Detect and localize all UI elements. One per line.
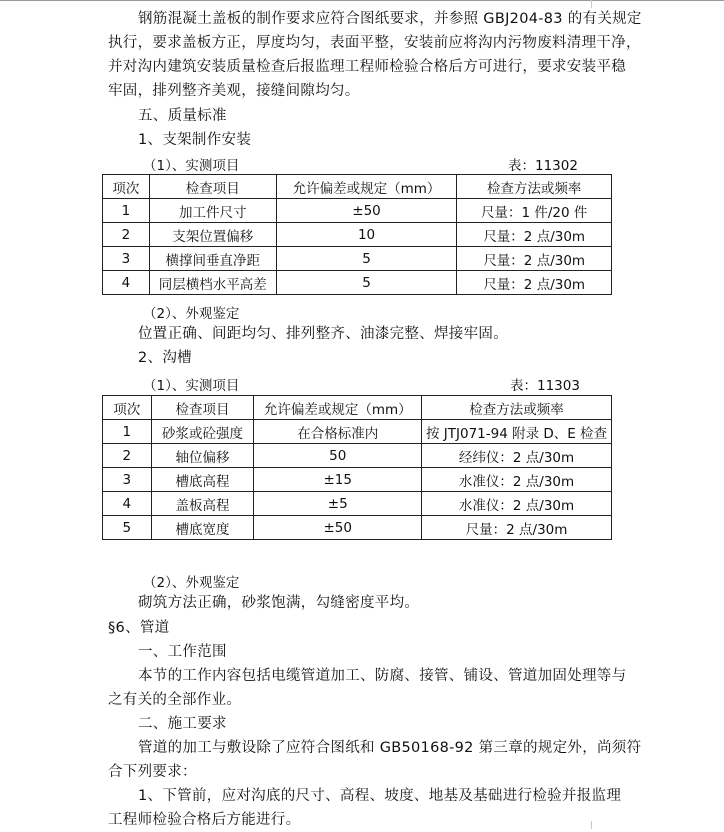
table-cell: 水准仪：2 点/30m [422, 468, 612, 492]
table-header: 检查项目 [149, 175, 276, 199]
table-row [103, 420, 612, 444]
table-cell: 在合格标准内 [254, 420, 422, 444]
item-1-line-2: 工程师检验合格后方能进行。 [108, 812, 301, 828]
table-cell: 1 [103, 420, 152, 444]
table-cell: 尺量：1 件/20 件 [457, 199, 612, 223]
table2-number: 表：11303 [510, 378, 580, 394]
table-header: 项次 [103, 396, 152, 420]
table-cell: 槽底高程 [151, 468, 254, 492]
appearance-text-2: 砌筑方法正确，砂浆饱满，勾缝密度平均。 [138, 595, 420, 611]
requirements-title: 二、施工要求 [138, 716, 227, 732]
table-cell: 10 [276, 223, 457, 247]
table-cell: ±50 [276, 199, 457, 223]
table-cell: 同层横档水平高差 [149, 271, 276, 295]
table-header: 项次 [103, 175, 150, 199]
table-cell: 4 [103, 271, 150, 295]
table-cell: 5 [276, 271, 457, 295]
table1-number: 表：11302 [508, 158, 578, 174]
table-cell: 支架位置偏移 [149, 223, 276, 247]
table-cell: 轴位偏移 [151, 444, 254, 468]
intro-line-2: 执行，要求盖板方正，厚度均匀，表面平整，安装前应将沟内污物废料清理干净， [108, 35, 641, 51]
table-cell: 水准仪：2 点/30m [422, 492, 612, 516]
table-header: 检查方法或频率 [422, 396, 612, 420]
margin-guide-bottom [591, 821, 592, 829]
section-5-title: 五、质量标准 [138, 108, 227, 124]
scope-title: 一、工作范围 [138, 644, 227, 660]
table-row [103, 492, 612, 516]
scope-line-2: 之有关的全部作业。 [108, 692, 242, 708]
table-cell: 3 [103, 468, 152, 492]
table-row [103, 444, 612, 468]
appearance-caption-2: （2）、外观鉴定 [143, 575, 240, 591]
table-cell: 3 [103, 247, 150, 271]
table-cell: 尺量：2 点/30m [457, 271, 612, 295]
table-row [103, 516, 612, 540]
table1-caption: （1）、实测项目 [143, 158, 240, 174]
intro-line-1: 钢筋混凝土盖板的制作要求应符合图纸要求，并参照 GBJ204-83 的有关规定 [138, 11, 642, 27]
item-1-line-1: 1、下管前，应对沟底的尺寸、高程、坡度、地基及基础进行检验并报监理 [138, 788, 622, 804]
table-cell: 横撑间垂直净距 [149, 247, 276, 271]
table-cell: ±5 [254, 492, 422, 516]
table-header: 检查项目 [151, 396, 254, 420]
table-cell: ±50 [254, 516, 422, 540]
scope-line-1: 本节的工作内容包括电缆管道加工、防腐、接管、铺设、管道加固处理等与 [138, 668, 627, 684]
table-trench [102, 395, 612, 540]
table-cell: 4 [103, 492, 152, 516]
table-cell: 砂浆或砼强度 [151, 420, 254, 444]
table-cell: 2 [103, 444, 152, 468]
table-header: 允许偏差或规定（mm） [276, 175, 457, 199]
page-top-rule [0, 0, 724, 1]
table-row [103, 247, 612, 271]
intro-line-3: 并对沟内建筑安装质量检查后报监理工程师检验合格后方可进行，要求安装平稳 [108, 59, 626, 75]
intro-line-4: 牢固，排列整齐美观，接缝间隙均匀。 [108, 83, 360, 99]
subsection-1-title: 1、支架制作安装 [138, 132, 252, 148]
table-row [103, 468, 612, 492]
table-cell: 加工件尺寸 [149, 199, 276, 223]
table-header: 允许偏差或规定（mm） [254, 396, 422, 420]
section-6-title: §6、管道 [108, 620, 170, 636]
table-cell: 尺量：2 点/30m [422, 516, 612, 540]
appearance-caption-1: （2）、外观鉴定 [143, 306, 240, 322]
table-cell: 盖板高程 [151, 492, 254, 516]
appearance-text-1: 位置正确、间距均匀、排列整齐、油漆完整、焊接牢固。 [138, 326, 508, 342]
table-row [103, 271, 612, 295]
table-row [103, 199, 612, 223]
table-cell: 按 JTJ071-94 附录 D、E 检查 [422, 420, 612, 444]
table-cell: 2 [103, 223, 150, 247]
table-header: 检查方法或频率 [457, 175, 612, 199]
table-cell: 尺量：2 点/30m [457, 247, 612, 271]
requirements-line-2: 合下列要求： [108, 764, 197, 780]
table-cell: 经纬仪：2 点/30m [422, 444, 612, 468]
table-cell: 5 [103, 516, 152, 540]
requirements-line-1: 管道的加工与敷设除了应符合图纸和 GB50168-92 第三章的规定外，尚须符 [138, 740, 642, 756]
table-cell: ±15 [254, 468, 422, 492]
table-cell: 5 [276, 247, 457, 271]
table-support-install [102, 174, 612, 295]
subsection-2-title: 2、沟槽 [138, 350, 192, 366]
table2-caption: （1）、实测项目 [143, 378, 240, 394]
table-cell: 50 [254, 444, 422, 468]
table-cell: 尺量：2 点/30m [457, 223, 612, 247]
table-row [103, 223, 612, 247]
table-cell: 1 [103, 199, 150, 223]
table-cell: 槽底宽度 [151, 516, 254, 540]
